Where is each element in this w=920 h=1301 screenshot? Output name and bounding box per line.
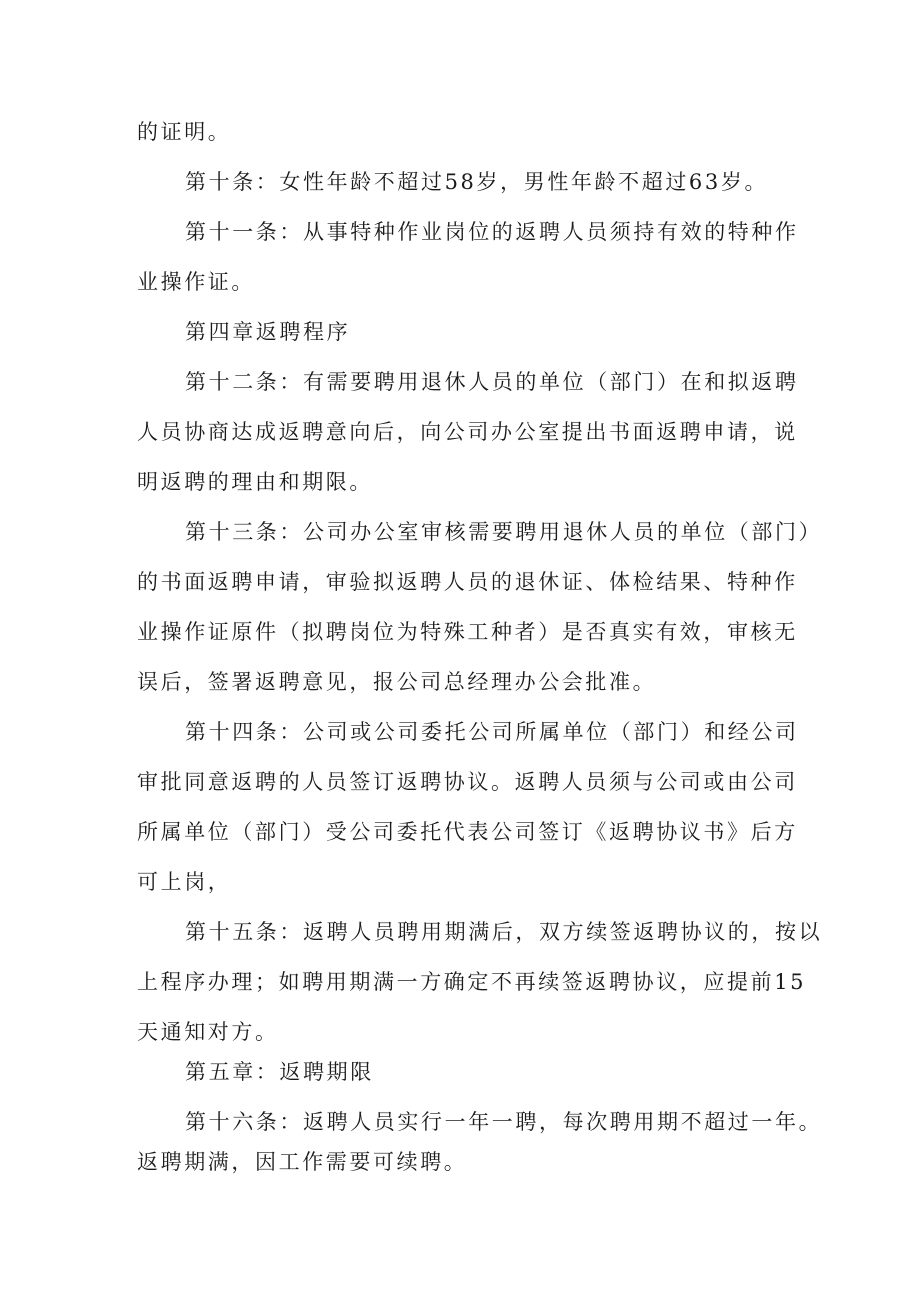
article-10: 第十条：女性年龄不超过58岁，男性年龄不超过63岁。	[185, 170, 769, 194]
article-16: 第十六条：返聘人员实行一年一聘，每次聘用期不超过一年。	[185, 1110, 823, 1134]
text-line: 业操作证原件（拟聘岗位为特殊工种者）是否真实有效，审核无	[137, 620, 798, 644]
text-line: 可上岗，	[137, 870, 232, 894]
text-line: 审批同意返聘的人员签订返聘协议。返聘人员须与公司或由公司	[137, 770, 798, 794]
text-line: 误后，签署返聘意见，报公司总经理办公会批准。	[137, 670, 657, 694]
chapter-4-heading: 第四章返聘程序	[185, 320, 351, 344]
article-11: 第十一条：从事特种作业岗位的返聘人员须持有效的特种作	[185, 220, 799, 244]
text-line: 的书面返聘申请，审验拟返聘人员的退休证、体检结果、特种作	[137, 570, 798, 594]
text-line: 明返聘的理由和期限。	[137, 470, 373, 494]
text-line: 天通知对方。	[137, 1020, 279, 1044]
chapter-5-heading: 第五章：返聘期限	[185, 1060, 374, 1084]
text-line: 业操作证。	[137, 270, 255, 294]
article-12: 第十二条：有需要聘用退休人员的单位（部门）在和拟返聘	[185, 370, 799, 394]
text-line: 人员协商达成返聘意向后，向公司办公室提出书面返聘申请，说	[137, 420, 798, 444]
text-line: 所属单位（部门）受公司委托代表公司签订《返聘协议书》后方	[137, 820, 798, 844]
article-15: 第十五条：返聘人员聘用期满后，双方续签返聘协议的，按以	[185, 920, 823, 944]
article-13: 第十三条：公司办公室审核需要聘用退休人员的单位（部门）	[185, 520, 823, 544]
text-line: 返聘期满，因工作需要可续聘。	[137, 1150, 468, 1174]
text-line: 上程序办理；如聘用期满一方确定不再续签返聘协议，应提前15	[137, 970, 807, 994]
text-line: 的证明。	[137, 120, 232, 144]
article-14: 第十四条：公司或公司委托公司所属单位（部门）和经公司	[185, 720, 799, 744]
